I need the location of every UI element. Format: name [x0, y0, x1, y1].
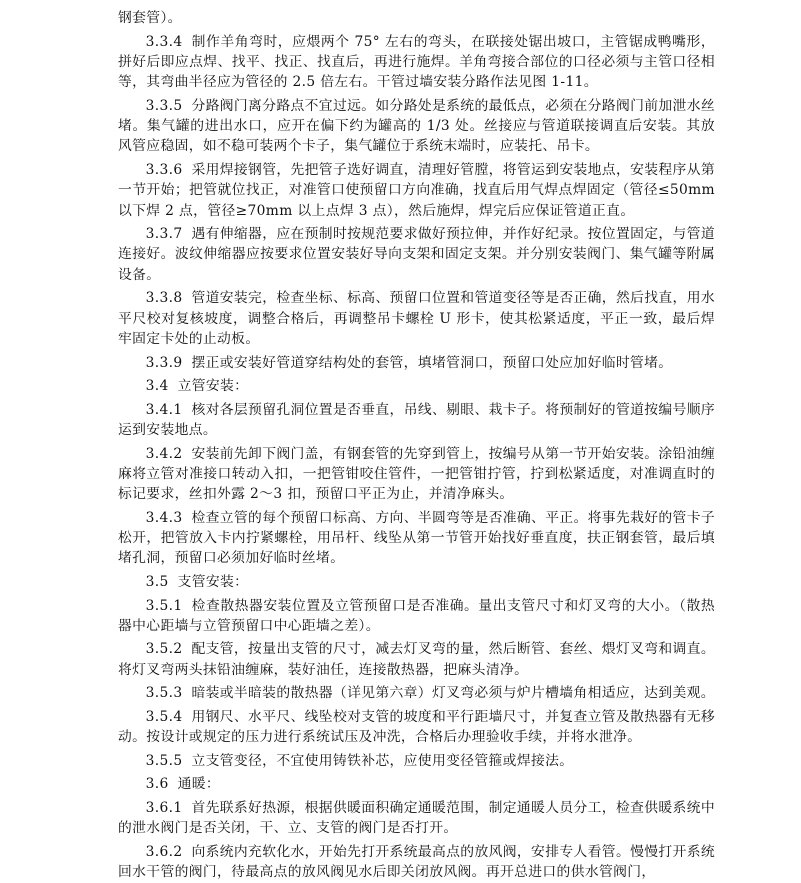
clause-number: 3.3.7 — [145, 226, 183, 243]
paragraph-text: 向系统内充软化水，开始先打开系统最高点的放风阀，安排专人看管。慢慢打开系统回水干管的阀门，待最高点的放风阀见水后即关闭放风阀。再开总进口的供水管阀门， — [118, 843, 715, 881]
paragraph-3-4-3 — [118, 508, 715, 569]
section-number: 3.5 — [145, 573, 169, 590]
paragraph-3-3-7 — [118, 224, 715, 285]
paragraph-3-5-2 — [118, 639, 715, 680]
paragraph-text: 管道安装完，检查坐标、标高、预留口位置和管道变径等是否正确，然后找直，用水平尺校对复核坡度，调整合格后，再调整吊卡螺栓 U 形卡，使其松紧适度，平正一致，最后焊牢固定卡处的止动板。 — [118, 290, 715, 347]
paragraph-text: 检查散热器安装位置及立管预留口是否准确。量出支管尺寸和灯叉弯的大小。（散热器中心距墙与立管预留口中心距墙之差）。 — [118, 597, 715, 634]
paragraph-text: 摆正或安装好管道穿结构处的套管，填堵管洞口，预留口处应加好临时管堵。 — [191, 354, 673, 371]
paragraph-text: 采用焊接钢管，先把管子选好调直，清理好管膛，将管运到安装地点，安装程序从第一节开始；把管就位找正，对准管口使预留口方向准确，找直后用气焊点焊固定（管径≤50mm 以下焊 2 点，管径≥70mm 以上点焊 3 点），然后施焊，焊完后应保证管道正直。 — [118, 161, 715, 219]
section-heading-3-6 — [118, 774, 715, 794]
paragraph-3-3-5 — [118, 96, 715, 157]
paragraph-3-3-4 — [118, 32, 715, 93]
section-heading-3-4 — [118, 376, 715, 396]
section-title: 通暖： — [177, 776, 221, 793]
clause-number: 3.3.6 — [145, 161, 183, 178]
paragraph-text: 遇有伸缩器，应在预制时按规范要求做好预拉伸，并作好纪录。按位置固定，与管道连接好。波纹伸缩器应按要求位置安装好导向支架和固定支架。并分别安装阀门、集气罐等附属设备。 — [118, 226, 715, 283]
paragraph-3-5-5 — [118, 751, 715, 771]
clause-number: 3.5.1 — [145, 597, 183, 614]
paragraph-text: 立支管变径，不宜使用铸铁补芯，应使用变径管箍或焊接法。 — [191, 752, 574, 769]
section-number: 3.6 — [145, 776, 169, 793]
paragraph-text: 暗装或半暗装的散热器（详见第六章）灯叉弯必须与炉片槽墙角相适应，达到美观。 — [191, 685, 715, 702]
paragraph-3-6-1 — [118, 798, 715, 839]
paragraph-3-4-2 — [118, 444, 715, 505]
clause-number: 3.3.4 — [145, 33, 183, 50]
paragraph-text: 分路阀门离分路点不宜过远。如分路处是系统的最低点，必须在分路阀门前加泄水丝堵。集气罐的进出水口，应开在偏下约为罐高的 1/3 处。丝接应与管道联接调直后安装。其放风管应稳固，如不稳可装两个卡子，集气罐位于系统末端时，应装托、吊卡。 — [118, 97, 715, 155]
section-number: 3.4 — [145, 378, 169, 395]
paragraph-text: 安装前先卸下阀门盖，有钢套管的先穿到管上，按编号从第一节开始安装。涂铅油缠麻将立管对准接口转动入扣，一把管钳咬住管件，一把管钳拧管，拧到松紧适度，对准调直时的标记要求，丝扣外露 2～3 扣，预留口平正为止，并清净麻头。 — [118, 445, 715, 503]
paragraph-3-5-1 — [118, 596, 715, 637]
section-heading-3-5 — [118, 572, 715, 592]
clause-number: 3.3.5 — [145, 97, 183, 114]
paragraph-3-5-3 — [118, 683, 715, 703]
paragraph-3-3-8 — [118, 288, 715, 349]
paragraph-text: 制作羊角弯时，应煨两个 75° 左右的弯头，在联接处锯出坡口，主管锯成鸭嘴形，拼好后即应点焊、找平、找正、找直后，再进行施焊。羊角弯接合部位的口径必须与主管口径相等，其弯曲半径应为管径的 2.5 倍左右。干管过墙安装分路作法见图 1-11。 — [118, 33, 715, 91]
paragraph-text: 配支管，按量出支管的尺寸，减去灯叉弯的量，然后断管、套丝、煨灯叉弯和调直。将灯叉弯两头抹铅油缠麻，装好油任，连接散热器，把麻头清净。 — [118, 641, 715, 678]
clause-number: 3.4.3 — [145, 509, 183, 526]
clause-number: 3.4.1 — [145, 401, 183, 418]
paragraph-0 — [118, 8, 715, 28]
clause-number: 3.3.9 — [145, 354, 183, 371]
paragraph-3-6-2 — [118, 842, 715, 883]
clause-number: 3.5.2 — [145, 641, 183, 658]
paragraph-3-5-4 — [118, 707, 715, 748]
paragraph-text: 用钢尺、水平尺、线坠校对支管的坡度和平行距墙尺寸，并复查立管及散热器有无移动。按设计或规定的压力进行系统试压及冲洗，合格后办理验收手续，并将水泄净。 — [118, 708, 715, 746]
section-title: 支管安装： — [177, 573, 249, 590]
paragraph-text: 核对各层预留孔洞位置是否垂直，吊线、剔眼、栽卡子。将预制好的管道按编号顺序运到安装地点。 — [118, 401, 715, 439]
paragraph-text: 检查立管的每个预留口标高、方向、半圆弯等是否准确、平正。将事先栽好的管卡子松开，把管放入卡内拧紧螺栓，用吊杆、线坠从第一节管开始找好垂直度，扶正钢套管，最后填堵孔洞，预留口必须加好临时丝堵。 — [118, 509, 715, 567]
clause-number: 3.5.5 — [145, 752, 183, 769]
section-title: 立管安装： — [177, 378, 249, 395]
clause-number: 3.5.4 — [145, 708, 183, 725]
clause-number: 3.6.2 — [145, 843, 183, 860]
clause-number: 3.6.1 — [145, 800, 183, 817]
clause-number: 3.5.3 — [145, 685, 183, 702]
clause-number: 3.4.2 — [145, 445, 183, 462]
clause-number: 3.3.8 — [145, 290, 183, 307]
paragraph-3-3-6 — [118, 160, 715, 221]
paragraph-text: 钢套管）。 — [118, 10, 182, 26]
paragraph-text: 首先联系好热源，根据供暖面积确定通暖范围，制定通暖人员分工，检查供暖系统中的泄水阀门是否关闭，干、立、支管的阀门是否打开。 — [118, 800, 715, 837]
paragraph-3-3-9 — [118, 353, 715, 373]
paragraph-3-4-1 — [118, 400, 715, 441]
